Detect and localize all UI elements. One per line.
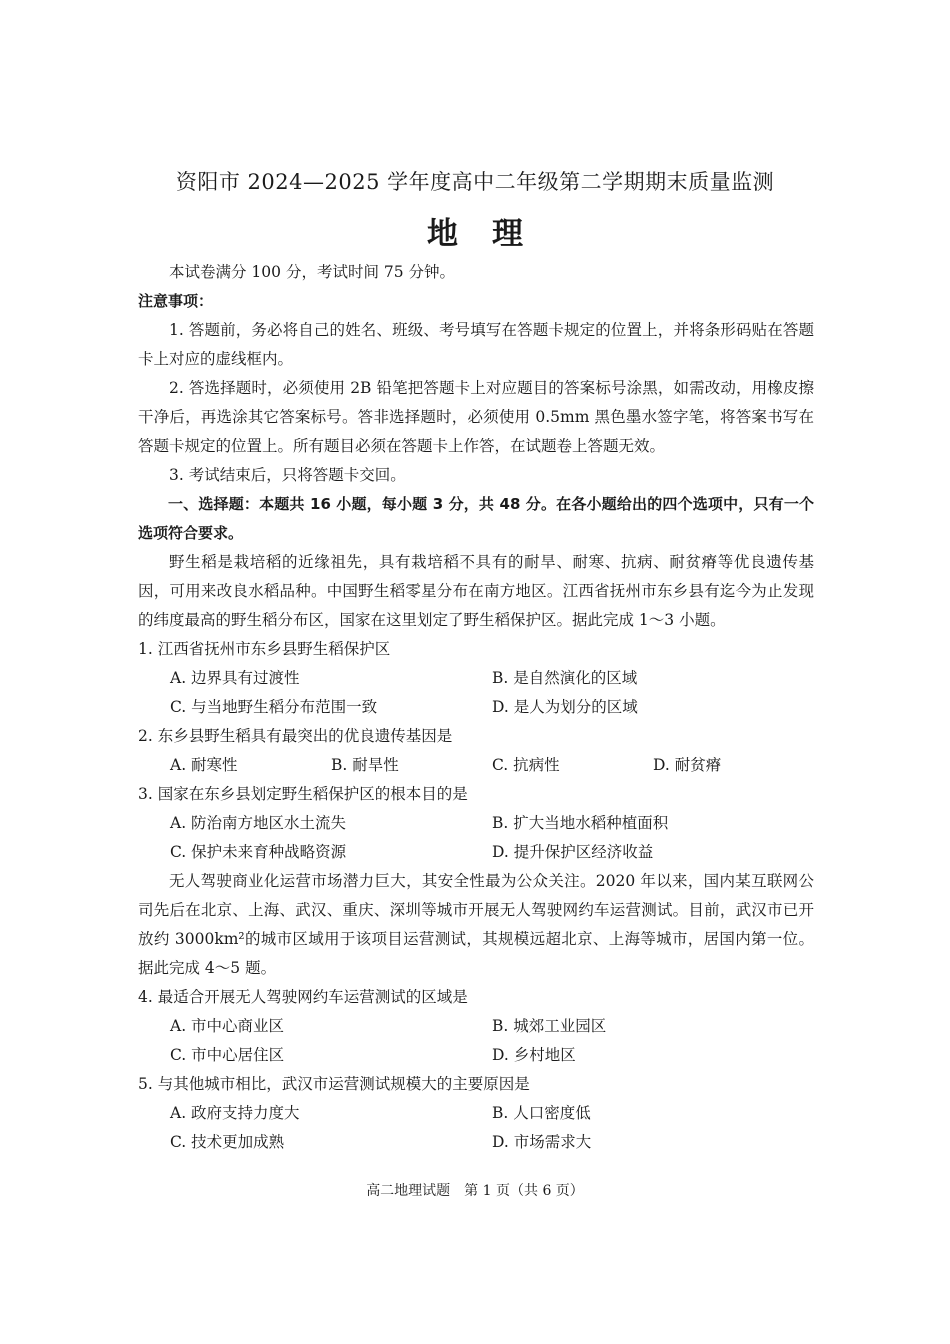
question-5-option-d[interactable]: D. 市场需求大 <box>492 1133 592 1151</box>
question-2-option-d[interactable]: D. 耐贫瘠 <box>653 756 722 774</box>
question-3-stem: 3. 国家在东乡县划定野生稻保护区的根本目的是 <box>138 785 468 803</box>
passage-1: 野生稻是栽培稻的近缘祖先，具有栽培稻不具有的耐旱、耐寒、抗病、耐贫瘠等优良遗传基因，可用来改良水稻品种。中国野生稻零星分布在南方地区。江西省抚州市东乡县有迄今为止发现的纬度最高的野生稻分布区，国家在这里划定了野生稻保护区。据此完成 1～3 小题。 <box>138 553 814 629</box>
question-3-option-b[interactable]: B. 扩大当地水稻种植面积 <box>492 814 669 832</box>
question-4-option-b[interactable]: B. 城郊工业园区 <box>492 1017 607 1035</box>
question-2-option-c[interactable]: C. 抗病性 <box>492 756 560 774</box>
question-4-option-a[interactable]: A. 市中心商业区 <box>170 1017 285 1035</box>
question-5-option-b[interactable]: B. 人口密度低 <box>492 1104 591 1122</box>
question-5-options <box>138 1099 814 1157</box>
question-5-option-c[interactable]: C. 技术更加成熟 <box>170 1133 285 1151</box>
page-footer: 高二地理试题 第 1 页（共 6 页） <box>366 1183 584 1199</box>
question-5-option-a[interactable]: A. 政府支持力度大 <box>170 1104 300 1122</box>
notice-item-2: 2. 答选择题时，必须使用 2B 铅笔把答题卡上对应题目的答案标号涂黑，如需改动，用橡皮擦干净后，再选涂其它答案标号。答非选择题时，必须使用 0.5mm 黑色墨水签字笔，将答案书写在答题卡规定的位置上。所有题目必须在答题卡上作答，在试题卷上答题无效。 <box>138 379 814 455</box>
notice-heading: 注意事项： <box>138 292 214 310</box>
question-4-option-c[interactable]: C. 市中心居住区 <box>170 1046 285 1064</box>
notice-item-3: 3. 考试结束后，只将答题卡交回。 <box>169 466 406 484</box>
question-2-stem: 2. 东乡县野生稻具有最突出的优良遗传基因是 <box>138 727 453 745</box>
question-1-options <box>138 664 814 722</box>
question-3-options <box>138 809 814 867</box>
question-1-option-d[interactable]: D. 是人为划分的区域 <box>492 698 638 716</box>
question-2-options <box>138 751 814 780</box>
question-1-option-a[interactable]: A. 边界具有过渡性 <box>170 669 300 687</box>
notice-item-1: 1. 答题前，务必将自己的姓名、班级、考号填写在答题卡规定的位置上，并将条形码贴在答题卡上对应的虚线框内。 <box>138 321 814 368</box>
section1-heading: 一、选择题：本题共 16 小题，每小题 3 分，共 48 分。在各小题给出的四个选项中，只有一个选项符合要求。 <box>138 495 814 542</box>
exam-title: 资阳市 2024—2025 学年度高中二年级第二学期期末质量监测 <box>175 170 775 194</box>
question-4-option-d[interactable]: D. 乡村地区 <box>492 1046 576 1064</box>
question-3-option-c[interactable]: C. 保护未来育种战略资源 <box>170 843 347 861</box>
question-2-option-b[interactable]: B. 耐旱性 <box>331 756 399 774</box>
question-3-option-a[interactable]: A. 防治南方地区水土流失 <box>170 814 347 832</box>
question-1-option-c[interactable]: C. 与当地野生稻分布范围一致 <box>170 698 378 716</box>
question-3-option-d[interactable]: D. 提升保护区经济收益 <box>492 843 654 861</box>
question-1-option-b[interactable]: B. 是自然演化的区域 <box>492 669 638 687</box>
question-4-stem: 4. 最适合开展无人驾驶网约车运营测试的区域是 <box>138 988 468 1006</box>
subject-title: 地理 <box>427 216 557 252</box>
passage-2: 无人驾驶商业化运营市场潜力巨大，其安全性最为公众关注。2020 年以来，国内某互联网公司先后在北京、上海、武汉、重庆、深圳等城市开展无人驾驶网约车运营测试。目前，武汉市已开放约 3000km²的城市区域用于该项目运营测试，其规模远超北京、上海等城市，居国内第一位。据此完成 4～5 题。 <box>138 872 814 977</box>
question-5-stem: 5. 与其他城市相比，武汉市运营测试规模大的主要原因是 <box>138 1075 530 1093</box>
intro-text: 本试卷满分 100 分，考试时间 75 分钟。 <box>169 263 456 281</box>
question-2-option-a[interactable]: A. 耐寒性 <box>170 756 238 774</box>
exam-content <box>138 258 814 1157</box>
question-1-stem: 1. 江西省抚州市东乡县野生稻保护区 <box>138 640 391 658</box>
question-4-options <box>138 1012 814 1070</box>
